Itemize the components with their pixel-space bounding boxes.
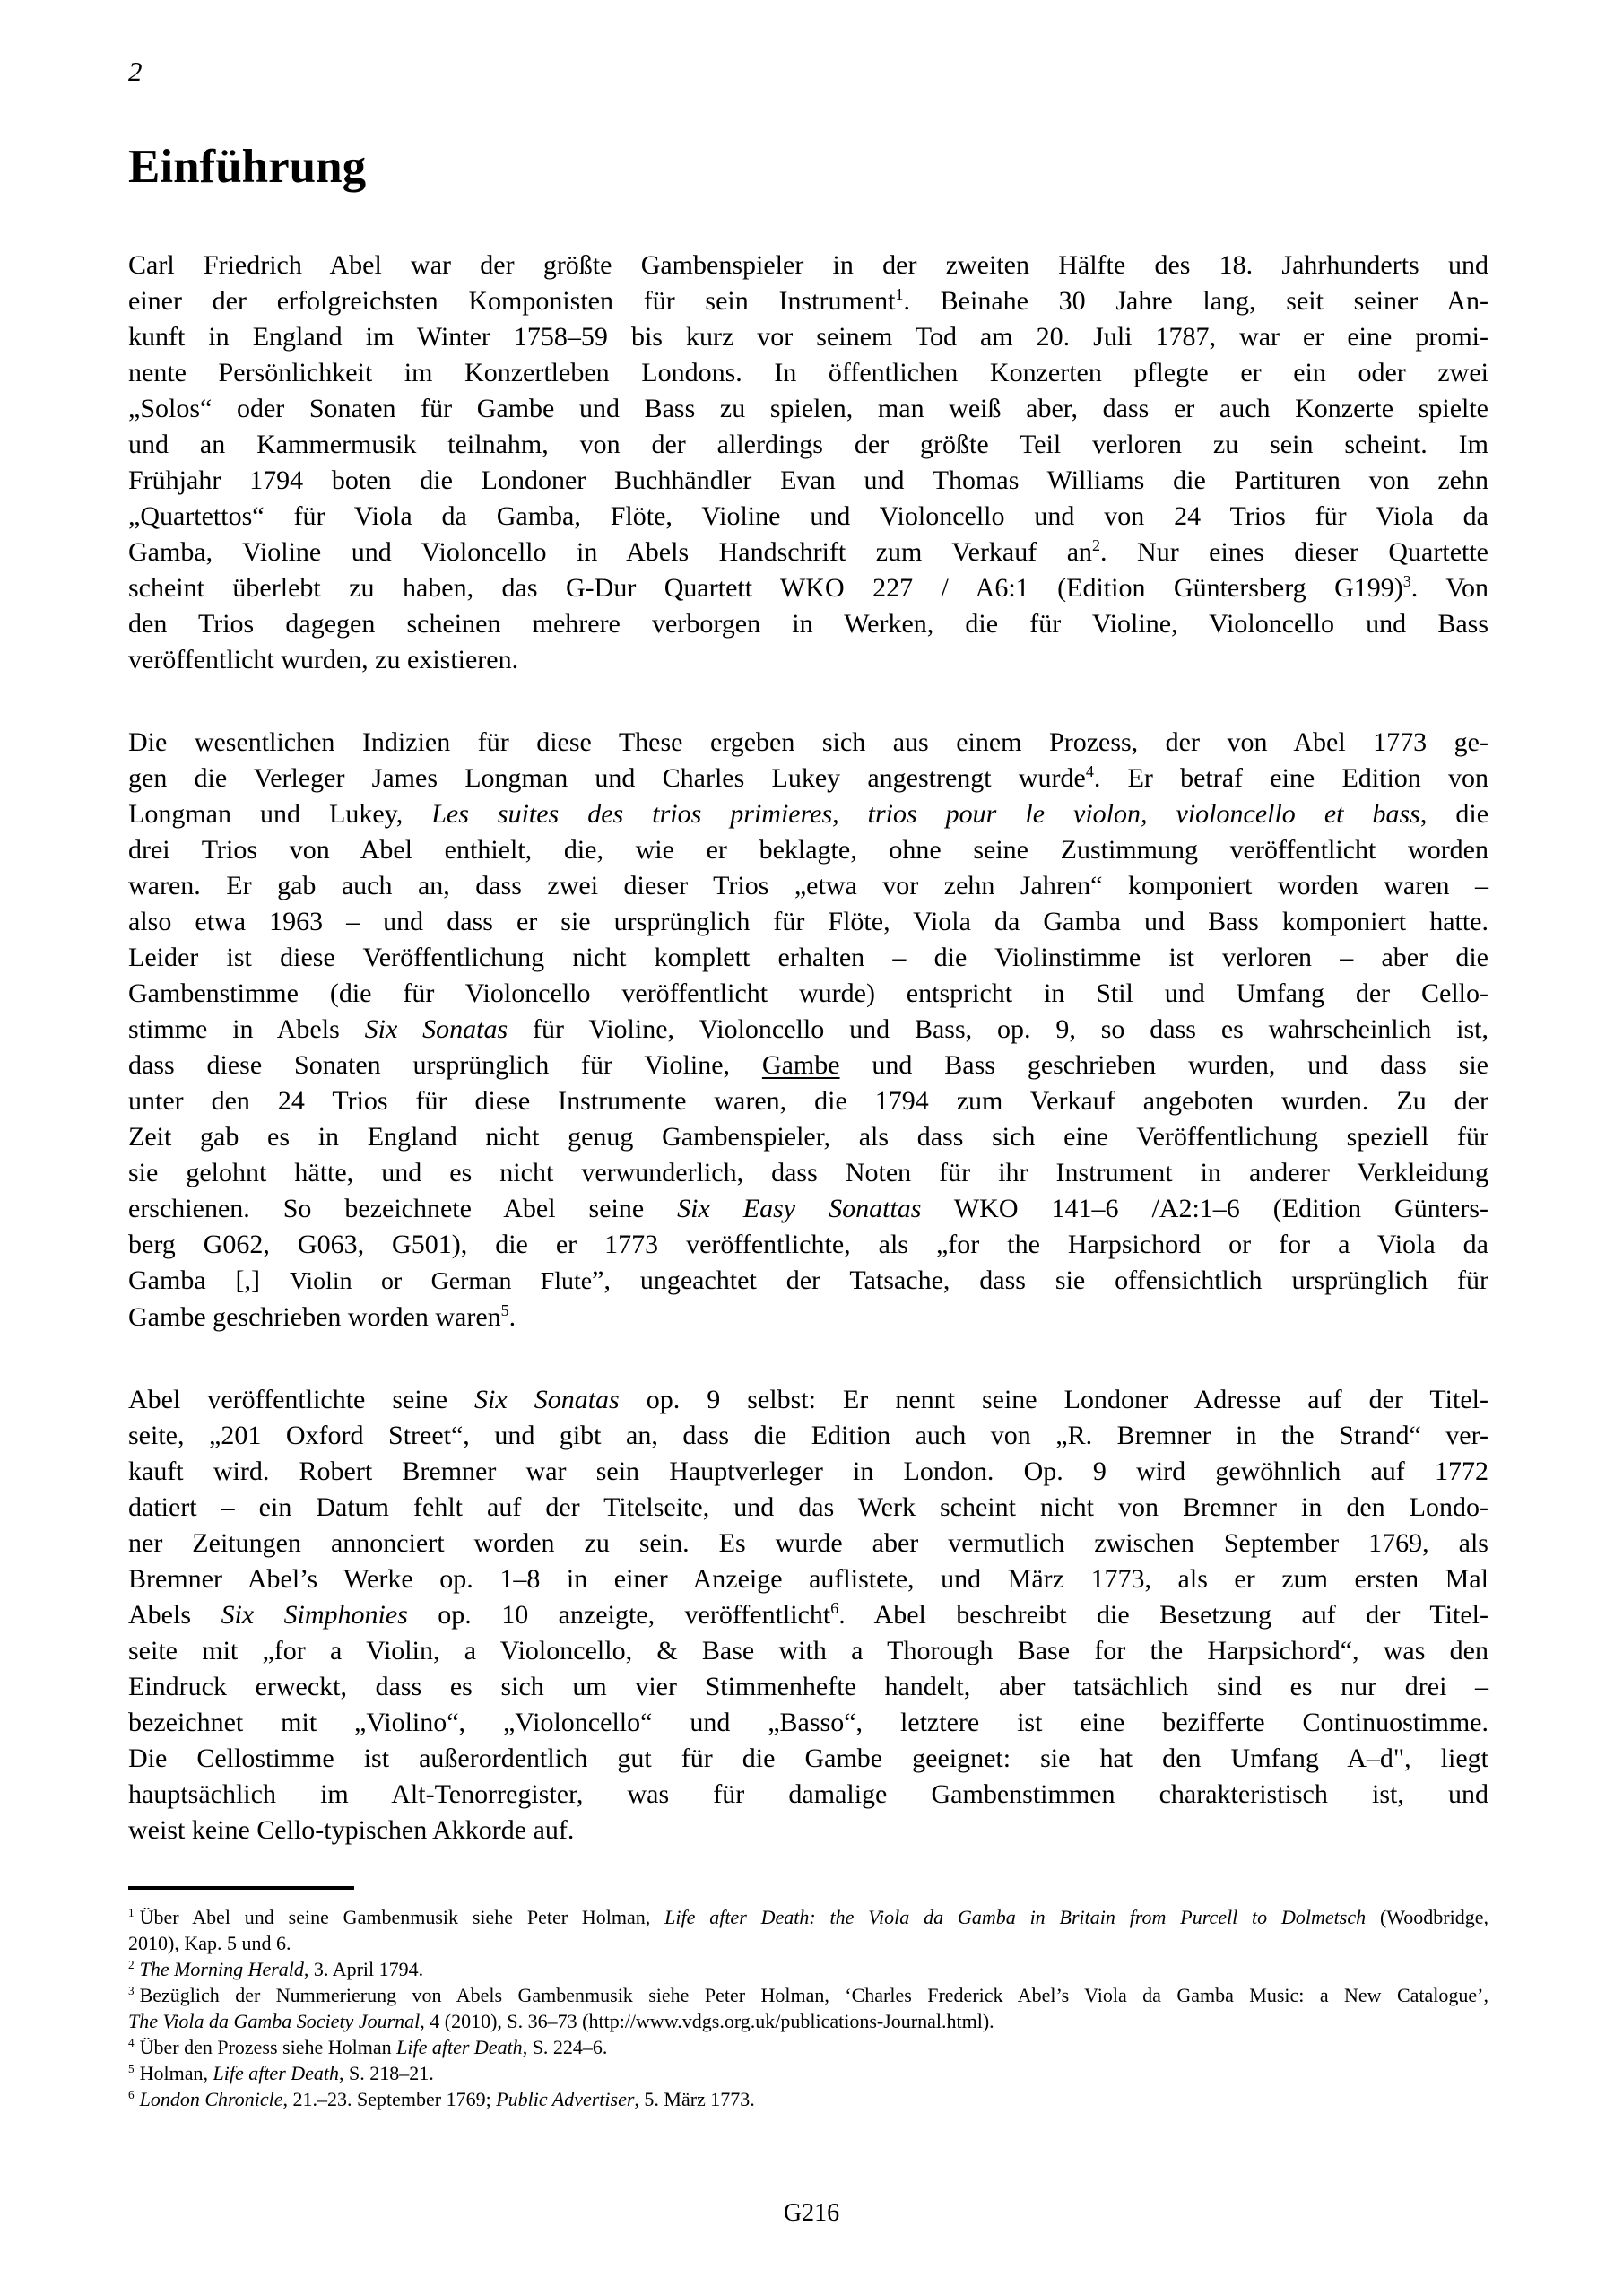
text-line: Gamba, Violine und Violoncello in Abels Handschrift zum Verkauf $an^2$. Nur eines dieser Quartette [128,536,1488,567]
text-line: scheint überlebt zu haben, das G-Dur Quartett WKO 227 / A6:1 (Edition Güntersberg G199)$^3$. Von [128,572,1488,603]
text-line: gen die Verleger James Longman und Charles Lukey angestrengt wurde$^4$. Er betraf eine Edition von [128,762,1489,793]
text-line: seite mit „for a Violin, a Violoncello, & Base with a Thorough Base for the Harpsichord“, was den [128,1636,1488,1665]
text-line: dass diese Sonaten ursprünglich für Violine, Gambe und Bass geschrieben wurden, und dass sie [128,1050,1488,1080]
text-line: nente Persönlichkeit im Konzertleben Londons. In öffentlichen Konzerten pflegte er ein oder zwei [128,358,1488,387]
footnote-line: $^1$ Über Abel und seine Gambenmusik siehe Peter Holman, Life after Death: the Viola da Gamba in Britain from Purcell to Dolmetsch (Woodbridge, [128,1905,1488,1928]
paragraph [128,248,1488,678]
text-line: seite, „201 Oxford Street“, und gibt an, dass die Edition auch von „R. Bremner in the Strand“ ver- [128,1421,1488,1450]
text-line: datiert – ein Datum fehlt auf der Titelseite, und das Werk scheint nicht von Bremner in den Londo- [128,1492,1488,1522]
footnote-line: 2010), Kap. 5 und 6. [128,1932,291,1954]
text-line: weist keine Cello-typischen Akkorde auf. [128,1815,575,1845]
footnotes-list [128,1904,1488,2112]
footnote-line: The Viola da Gamba Society Journal, 4 (2010), S. 36–73 (http://www.vdgs.org.uk/publications-Journal.html). [128,2010,994,2032]
footer-catalog-number: G216 [783,2199,840,2227]
footnote-number: 4 [128,2035,135,2049]
text-line: Frühjahr 1794 boten die Londoner Buchhändler Evan und Thomas Williams die Partituren von zehn [128,465,1488,495]
footnote-separator [128,1886,354,1890]
text-line: Die wesentlichen Indizien für diese These ergeben sich aus einem Prozess, der von Abel 1773 ge- [128,727,1488,757]
text-line: Carl Friedrich Abel war der größte Gambenspieler in der zweiten Hälfte des 18. Jahrhunderts und [128,250,1488,280]
text-line: Gambenstimme (die für Violoncello veröffentlicht wurde) entspricht in Stil und Umfang der Cello- [128,978,1488,1008]
footnote-number: 6 [128,2087,135,2101]
text-line: Abel veröffentlichte seine Six Sonatas op. 9 selbst: Er nennt seine Londoner Adresse auf der Titel- [128,1385,1488,1414]
text-line: Gamba [,] Violin or German Flute”, ungeachtet der Tatsache, dass sie offensichtlich ursprünglich für [128,1265,1488,1295]
text-line: Leider ist diese Veröffentlichung nicht komplett erhalten – die Violinstimme ist verloren – aber die [128,943,1488,972]
page-number: 2 [128,56,143,87]
footnote-number: 5 [128,2061,135,2075]
text-line: Eindruck erweckt, dass es sich um vier Stimmenhefte handelt, aber tatsächlich sind es nur drei – [128,1672,1488,1701]
paragraph [128,725,1488,1335]
text-line: stimme in Abels Six Sonatas für Violine, Violoncello und Bass, op. 9, so dass es wahrscheinlich ist, [128,1014,1488,1044]
text-line: bezeichnet mit „Violino“, „Violoncello“ und „Basso“, letztere ist eine bezifferte Continuostimme. [128,1708,1488,1737]
text-line: einer der erfolgreichsten Komponisten für sein Instrument$^1$. Beinahe 30 Jahre lang, seit seiner An- [128,285,1488,316]
text-line: waren. Er gab auch an, dass zwei dieser Trios „etwa vor zehn Jahren“ komponiert worden waren – [128,871,1488,900]
footnote-number: 2 [128,1957,135,1971]
footnote-line: $^5$ Holman, Life after Death, S. 218–21. [128,2061,434,2084]
text-line: erschienen. So bezeichnete Abel seine Six Easy Sonattas WKO 141–6 /A2:1–6 (Edition Günters- [128,1194,1489,1223]
text-line: kunft in England im Winter 1758–59 bis kurz vor seinem Tod am 20. Juli 1787, war er eine promi- [128,322,1488,352]
text-line: Longman und Lukey, Les suites des trios primieres, trios pour le violon, violoncello et bass, die [128,799,1489,829]
paragraph [128,1382,1488,1848]
text-line: „Quartettos“ für Viola da Gamba, Flöte, Violine und Violoncello und von 24 Trios für Viola da [128,501,1488,531]
footnote-line: $^4$ Über den Prozess siehe Holman Life after Death, S. 224–6. [128,2035,608,2058]
text-line: sie gelohnt hätte, und es nicht verwunderlich, dass Noten für ihr Instrument in anderer Verkleidung [128,1158,1488,1187]
body-paragraphs [128,248,1488,1848]
footnote-number: 1 [128,1905,135,1919]
text-line: veröffentlicht wurden, zu existieren. [128,645,519,674]
text-line: Bremner Abel’s Werke op. 1–8 in einer Anzeige auflistete, und März 1773, als er zum ersten Mal [128,1564,1488,1594]
text-line: „Solos“ oder Sonaten für Gambe und Bass zu spielen, man weiß aber, dass er auch Konzerte spielte [128,394,1488,423]
text-line: ner Zeitungen annonciert worden zu sein. Es wurde aber vermutlich zwischen September 1769, als [128,1528,1488,1558]
footnote-number: 3 [128,1983,135,1997]
text-line: drei Trios von Abel enthielt, die, wie er beklagte, ohne seine Zustimmung veröffentlicht worden [128,835,1488,865]
footnote-line: $^3$ Bezüglich der Nummerierung von Abels Gambenmusik siehe Peter Holman, ‘Charles Frederick Abel’s Viola da Gamba Music: a New Catalogue’, [128,1983,1488,2006]
text-line: Gambe geschrieben worden waren$^5$. [128,1301,516,1332]
text-line: Zeit gab es in England nicht genug Gambenspieler, als dass sich eine Veröffentlichung speziell für [128,1122,1488,1152]
footnote-line: $^2$ The Morning Herald, 3. April 1794. [128,1957,424,1980]
text-line: kauft wird. Robert Bremner war sein Hauptverleger in London. Op. 9 wird gewöhnlich auf 1772 [128,1457,1488,1486]
footnote-line: $^6$ London Chronicle, 21.–23. September 1769; Public Advertiser, 5. März 1773. [128,2087,755,2110]
page-title: Einführung [128,141,367,193]
text-line: Abels Six Simphonies op. 10 anzeigte, veröffentlicht$^6$. Abel beschreibt die Besetzung auf der Titel- [128,1599,1488,1630]
text-line: unter den 24 Trios für diese Instrumente waren, die 1794 zum Verkauf angeboten wurden. Zu der [128,1086,1488,1116]
text-line: hauptsächlich im Alt-Tenorregister, was für damalige Gambenstimmen charakteristisch ist, und [128,1779,1488,1809]
text-line: berg G062, G063, G501), die er 1773 veröffentlichte, als „for the Harpsichord or for a Viola da [128,1230,1488,1259]
text-line: Die Cellostimme ist außerordentlich gut für die Gambe geeignet: sie hat den Umfang A–d", liegt [128,1744,1488,1773]
text-line: den Trios dagegen scheinen mehrere verborgen in Werken, die für Violine, Violoncello und Bass [128,609,1488,639]
text-line: und an Kammermusik teilnahm, von der allerdings der größte Teil verloren zu sein scheint. Im [128,430,1488,459]
text-line: also etwa 1963 – und dass er sie ursprünglich für Flöte, Viola da Gamba und Bass komponiert hatte. [128,907,1488,936]
